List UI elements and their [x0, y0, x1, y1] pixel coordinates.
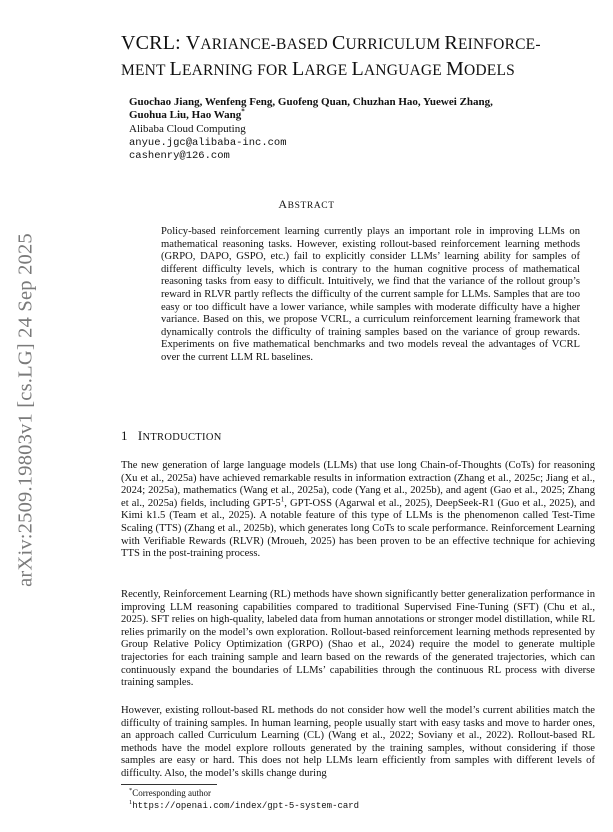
authors-line-2: Guohua Liu, Hao Wang — [129, 109, 242, 121]
abstract-text: Policy-based reinforcement learning currently plays an important role in improving LLMs on mathematical reasoning tasks. However, existing rollout-based reinforcement learning methods (GRPO, DAPO, GSPO, etc.) fail to explicitly consider LLMs’ learning ability for samples of different difficulty levels, which is contrary to the human cognitive process of mathematical reasoning tasks from easy to difficult. Intuitively, we find that the variance of the rollout group’s reward in RLVR partly reflects the difficulty of the current sample for LLMs. Samples that are too easy or too difficult have a lower variance, while samples with moderate difficulty have a higher variance. Based on this, we propose VCRL, a curriculum reinforcement learning framework that dynamically controls the difficulty of training samples based on the variance of group rewards. Experiments on five mathematical benchmarks and two models reveal the advantages of VCRL over the current LLM RL baselines. — [161, 226, 580, 363]
title-line-2: MENT LEARNING FOR LARGE LANGUAGE MODELS — [121, 58, 515, 80]
intro-paragraph-2: Recently, Reinforcement Learning (RL) methods have shown significantly better generalization performance in improving LLM reasoning capabilities compared to traditional Supervised Fine-Tuning (SFT) (Chu et al., 2025). SFT relies on high-quality, labeled data from human annotations or stronger model distillation, while RL relies primarily on the model’s own exploration. Rollout-based reinforcement learning methods represented by Group Relative Policy Optimization (GRPO) (Shao et al., 2024) require the model to generate multiple trajectories for each training sample and learn based on the rewards of the generated trajectories, which can continuously expand the boundaries of LLMs’ capabilities through the continuous RL process with diverse training samples. — [121, 589, 595, 689]
email-2[interactable]: cashenry@126.com — [129, 150, 230, 162]
footnote-url-link[interactable]: https://openai.com/index/gpt-5-system-card — [132, 801, 360, 811]
affiliation: Alibaba Cloud Computing — [129, 123, 246, 135]
footnote-url: $^1$https://openai.com/index/gpt-5-system-card — [129, 799, 360, 811]
authors-line-1: Guochao Jiang, Wenfeng Feng, Guofeng Quan, Chuzhan Hao, Yuewei Zhang, — [129, 96, 493, 108]
arxiv-stamp — [10, 195, 42, 625]
footnote-corresponding: *Corresponding author — [129, 787, 211, 798]
footnote-ref-1[interactable]: 1 — [280, 495, 285, 504]
section-heading-introduction: 1 INTRODUCTION — [121, 428, 222, 443]
abstract-heading: ABSTRACT — [278, 197, 335, 211]
author-list — [129, 96, 569, 122]
intro-paragraph-1: The new generation of large language models (LLMs) that use long Chain-of-Thoughts (CoTs) for reasoning (Xu et al., 2025a) have achieved remarkable results in information extraction (Zhang et al., 2025c; Jiang et al., 2024; 2025a), mathematics (Wang et al., 2025a), code (Yang et al., 2025b), and agent (Gao et al., 2025; Zhang et al., 2025a) fields, including GPT-$5^1$, GPT-OSS (Agarwal et al., 2025), DeepSeek-R1 (Guo et al., 2025), and Kimi k1.5 (Team et al., 2025). A notable feature of this type of LLMs is the phenomenon called Test-Time Scaling (TTS) (Zhang et al., 2025b), which generates long CoTs to scale performance. Reinforcement Learning with Verifiable Rewards (RLVR) (Mroueh, 2025) has been proven to be an effective technique for achieving TTS in the post-training process. — [121, 460, 595, 560]
title-line-1: VCRL: VARIANCE-BASED CURRICULUM REINFORCE- — [121, 32, 541, 54]
intro-paragraph-3: However, existing rollout-based RL methods do not consider how well the model’s current abilities match the difficulty of training samples. In human learning, people usually start with easy tasks and move to harder ones, an approach called Curriculum Learning (CL) (Wang et al., 2022; Soviany et al., 2022). Rollout-based RL methods have the model explore rollouts generated by the training samples, without considering if those samples are easy or hard. This does not help LLMs learn efficiently from samples with different levels of difficulty. Also, the model’s skills change during — [121, 705, 595, 779]
footnote-divider — [121, 784, 217, 785]
paper-title — [121, 31, 601, 83]
corresponding-author-mark: * — [241, 107, 245, 116]
email-1[interactable]: anyue.jgc@alibaba-inc.com — [129, 137, 287, 149]
section-number: 1 — [121, 428, 128, 443]
arxiv-stamp-text: arXiv:2509.19803v1 [cs.LG] 24 Sep 2025 — [14, 233, 37, 587]
